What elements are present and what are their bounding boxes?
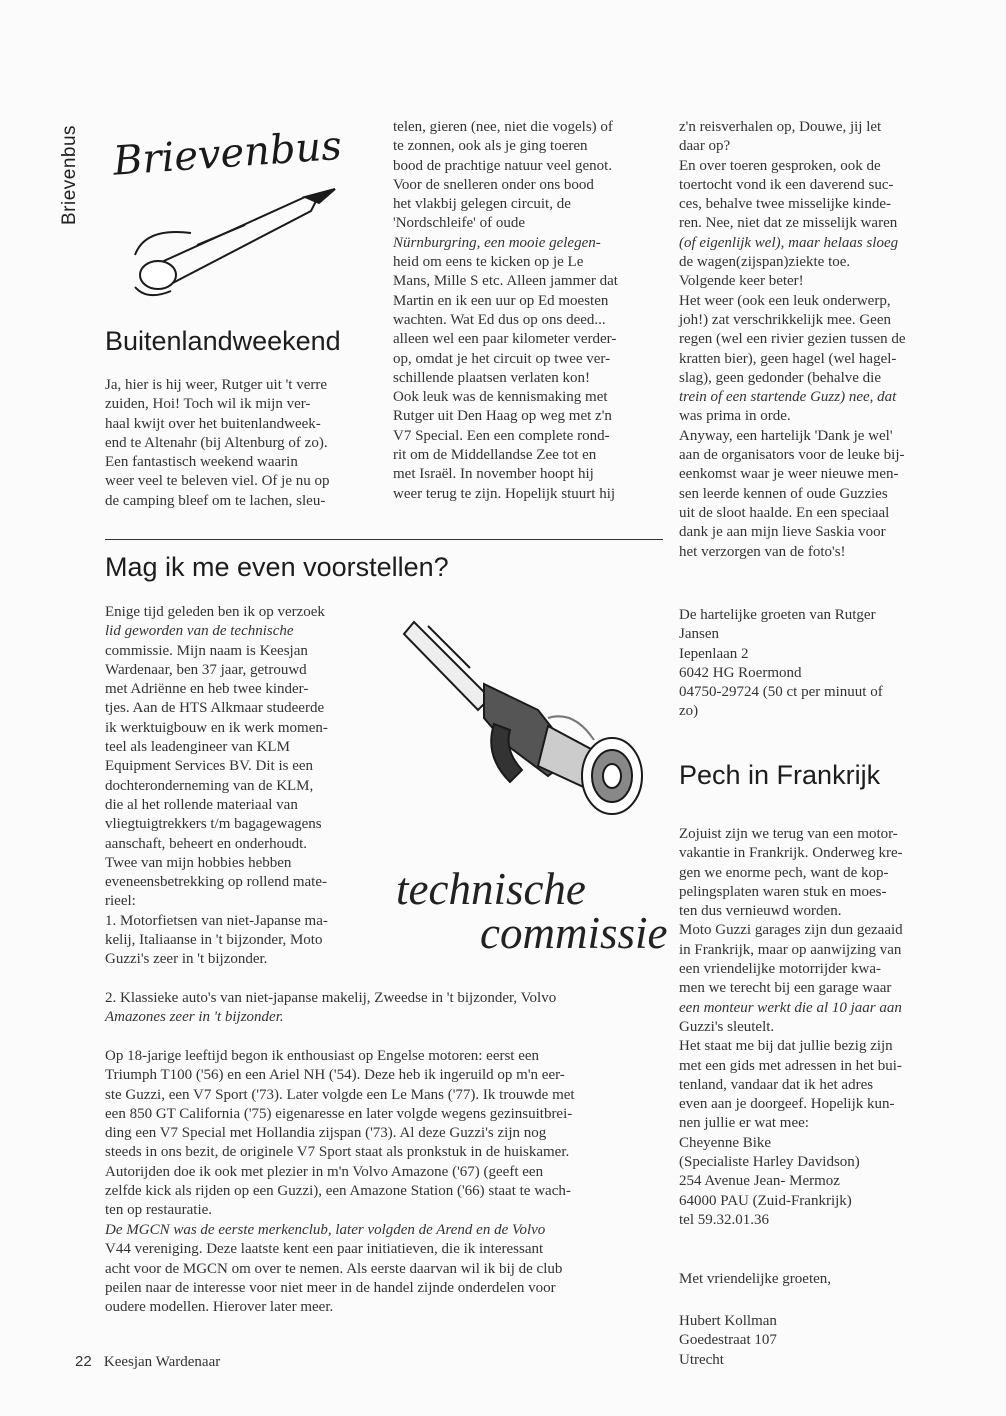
text-line: gen we enorme pech, want de kop- [679,864,889,881]
text-line: Enige tijd geleden ben ik op verzoek [105,604,325,620]
text-line: trein of een startende Guzz) nee, dat [679,389,897,406]
text-line: te zonnen, ook als je ging toeren [393,138,588,155]
text-line: Goedestraat 107 [679,1332,777,1349]
crankshaft-illustration [398,606,660,834]
text-line: Een fantastisch weekend waarin [105,454,298,471]
text-line: Moto Guzzi garages zijn dun gezaaid [679,922,903,939]
text-line: Equipment Services BV. Dit is een [105,758,314,775]
text-line: ren. Nee, niet dat ze misselijk waren [679,215,898,232]
text-line: tjes. Aan de HTS Alkmaar studeerde [105,700,325,717]
text-line: met een gids met adressen in het bui- [679,1057,902,1074]
text-line: tenland, vandaar dat ik het adres [679,1076,874,1093]
text-line: sen leerde kennen of oude Guzzies [679,485,888,502]
section-divider [105,539,663,540]
text-line: rieel: [105,893,136,910]
text-line: Cheyenne Bike [679,1134,772,1151]
text-line: weer veel te beleven viel. Of je nu op [105,473,330,490]
voorstellen-intro [105,603,375,970]
text-line: aan de organisators voor de leuke bij- [679,447,905,464]
voorstellen-title: Mag ik me even voorstellen? [105,552,449,582]
text-line: tel 59.32.01.36 [679,1211,769,1228]
text-line: zo) [679,703,699,720]
text-line: uit de sloot haalde. En een speciaal [679,504,890,521]
text-line: zelfde kick als rijden op een Guzzi), een Amazone Station ('66) staat te wach- [105,1183,571,1200]
text-line: pelingsplaten waren stuk en moes- [679,883,887,900]
text-line: kratten bier), geen hagel (wel hagel- [679,350,897,367]
text-line: steeds in ons bezit, de originele V7 Sport staat als pronkstuk in de huiskamer. [105,1144,570,1161]
text-line: kelij, Italiaanse in 't bijzonder, Moto [105,932,323,949]
text-line: toertocht vond ik een daverend suc- [679,176,894,193]
text-line: was prima in orde. [679,408,791,425]
text-line: V7 Special. Een een complete rond- [393,427,610,444]
text-line: slag), geen gedonder (behalve die [679,369,881,386]
pech-body [679,825,947,1230]
text-line: 04750-29724 (50 ct per minuut of [679,684,883,701]
text-line: 1. Motorfietsen van niet-Japanse ma- [105,912,328,929]
fountain-pen-icon [105,115,375,305]
text-line: Ja, hier is hij weer, Rutger uit 't verre [105,377,328,393]
text-line: daar op? [679,138,731,155]
text-line: in Frankrijk, maar op aanwijzing van [679,941,902,958]
text-line: zuiden, Hoi! Toch wil ik mijn ver- [105,396,311,413]
buitenland-title: Buitenlandweekend [105,326,341,356]
text-line: Rutger uit Den Haag op weg met z'n [393,408,612,425]
text-line: ten op restauratie. [105,1202,213,1219]
buitenland-col2 [393,118,663,504]
text-line: Ook leuk was de kennismaking met [393,389,608,406]
text-line: lid geworden van de technische [105,623,294,640]
buitenland-signoff [679,606,947,722]
text-line: wachten. Wat Ed dus op ons deed... [393,311,606,328]
text-line: teel als leadengineer van KLM [105,739,290,756]
text-line: end te Altenahr (bij Altenburg of zo). [105,434,328,451]
text-line: dochteronderneming van de KLM, [105,777,314,794]
text-line: Utrecht [679,1351,724,1368]
text-line: 64000 PAU (Zuid-Frankrijk) [679,1192,852,1209]
text-line: Het staat me bij dat jullie bezig zijn [679,1038,893,1055]
text-line: Guzzi's sleutelt. [679,1018,775,1035]
buitenland-col3 [679,118,947,562]
text-line: regen (wel een rivier gezien tussen de [679,331,906,348]
text-line: die al het rollende materiaal van [105,796,298,813]
text-line: Martin en ik een uur op Ed moesten [393,292,609,309]
text-line: ste Guzzi, een V7 Sport ('73). Later volgde een Le Mans ('77). Ik trouwde met [105,1086,575,1103]
text-line: De hartelijke groeten van Rutger [679,607,876,623]
buitenland-col1 [105,376,373,511]
text-line: (Specialiste Harley Davidson) [679,1154,860,1171]
text-line: En over toeren gesproken, ook de [679,157,881,174]
text-line: de camping bleef om te lachen, sleu- [105,492,326,509]
voorstellen-para2 [105,1047,665,1221]
text-line: ten dus vernieuwd worden. [679,903,842,920]
text-line: Wardenaar, ben 37 jaar, getrouwd [105,661,307,678]
text-line: met Israël. In november hoopt hij [393,466,594,483]
text-line: Zojuist zijn we terug van een motor- [679,826,898,842]
text-line: schillende plaatsen verlaten kon! [393,369,591,386]
text-line: 2. Klassieke auto's van niet-japanse makelij, Zweedse in 't bijzonder, Volvo [105,990,557,1006]
text-line: V44 vereniging. Deze laatste kent een paar initiatieven, die ik interessant [105,1241,544,1258]
text-line: vliegtuigtrekkers t/m bagagewagens [105,816,322,833]
page-number: 22 [75,1353,92,1370]
pech-closing: Met vriendelijke groeten, [679,1271,832,1287]
side-tab [50,95,90,255]
text-line: een 850 GT California ('75) eigenaresse en later volgde wegens gezinsuitbrei- [105,1105,573,1122]
text-line: De MGCN was de eerste merkenclub, later volgden de Arend en de Volvo [105,1222,546,1238]
text-line: Mans, Mille S etc. Alleen jammer dat [393,273,618,290]
text-line: dank je aan mijn lieve Saskia voor [679,524,886,541]
text-line: Jansen [679,626,719,643]
side-tab-label: Brievenbus [59,124,80,226]
text-line: de wagen(zijspan)ziekte toe. [679,254,851,271]
section-label-line1: technische [396,864,586,914]
crankshaft-icon [398,606,660,834]
text-line: joh!) zat verschrikkelijk mee. Geen [679,311,891,328]
pech-address [679,1312,947,1370]
text-line: eenkomst waar je weer nieuwe men- [679,466,899,483]
text-line: weer terug te zijn. Hopelijk stuurt hij [393,485,616,502]
brievenbus-logo [105,115,375,305]
text-line: het verzorgen van de foto's! [679,543,846,560]
text-line: ik werktuigbouw en ik werk momen- [105,719,328,736]
text-line: Amazones zeer in 't bijzonder. [105,1009,284,1026]
text-line: Op 18-jarige leeftijd begon ik enthousiast op Engelse motoren: eerst een [105,1048,540,1064]
text-line: met Adriënne en heb twee kinder- [105,681,309,698]
text-line: Het weer (ook een leuk onderwerp, [679,292,891,309]
voorstellen-para3 [105,1221,665,1317]
text-line: even aan je doorgeef. Hopelijk kun- [679,1096,895,1113]
text-line: men we terecht bij een garage waar [679,980,892,997]
text-line: ding een V7 Special met Hollandia zijspan ('73). Al deze Guzzi's zijn nog [105,1125,547,1142]
text-line: acht voor de MGCN om over te nemen. Als eerste daarvan wil ik bij de club [105,1260,563,1277]
text-line: 6042 HG Roermond [679,664,802,681]
text-line: z'n reisverhalen op, Douwe, jij let [679,119,882,135]
logo-script: Brievenbus [111,122,344,185]
footer-author: Keesjan Wardenaar [103,1354,221,1370]
text-line: 'Nordschleife' of oude [393,215,526,232]
text-line: een vriendelijke motorrijder kwa- [679,961,882,978]
text-line: een monteur werkt die al 10 jaar aan [679,999,902,1016]
text-line: ces, behalve twee misselijke kinde- [679,196,892,213]
section-label-line2: commissie [480,908,668,958]
text-line: peilen naar de interesse voor niet meer in de handel zijnde onderdelen voor [105,1279,556,1296]
text-line: Iepenlaan 2 [679,645,749,662]
text-line: bood de prachtige natuur veel genot. [393,157,613,174]
text-line: aanschaft, beheert en onderhoudt. [105,835,307,852]
text-line: Voor de snelleren onder ons bood [393,176,594,193]
text-line: rit om de Middellandse Zee tot en [393,447,597,464]
text-line: Autorijden doe ik ook met plezier in m'n Volvo Amazone ('67) (geeft een [105,1163,544,1180]
text-line: 254 Avenue Jean- Mermoz [679,1173,840,1190]
text-line: heid om eens te kicken op je Le [393,254,584,271]
text-line: eveneensbetrekking op rollend mate- [105,874,327,891]
text-line: het vlakbij gelegen circuit, de [393,196,571,213]
text-line: Twee van mijn hobbies hebben [105,854,292,871]
voorstellen-item2 [105,989,665,1028]
text-line: nen jullie er wat mee: [679,1115,809,1132]
text-line: Hubert Kollman [679,1313,777,1329]
text-line: op, omdat je het circuit op twee ver- [393,350,611,367]
pech-title: Pech in Frankrijk [679,760,881,790]
text-line: Volgende keer beter! [679,273,804,290]
text-line: (of eigenlijk wel), maar helaas sloeg [679,234,899,251]
text-line: Guzzi's zeer in 't bijzonder. [105,951,268,968]
text-line: vakantie in Frankrijk. Onderweg kre- [679,845,903,862]
text-line: alleen wel een paar kilometer verder- [393,331,617,348]
text-line: Triumph T100 ('56) en een Ariel NH ('54). Deze heb ik ingeruild op m'n eer- [105,1067,565,1084]
text-line: telen, gieren (nee, niet die vogels) of [393,119,613,135]
page-footer [75,1353,220,1371]
text-line: haal kwijt over het buitenlandweek- [105,415,321,432]
text-line: commissie. Mijn naam is Keesjan [105,642,308,659]
text-line: oudere modellen. Hierover later meer. [105,1299,334,1316]
text-line: Nürnburgring, een mooie gelegen- [393,234,601,251]
text-line: Anyway, een hartelijk 'Dank je wel' [679,427,893,444]
